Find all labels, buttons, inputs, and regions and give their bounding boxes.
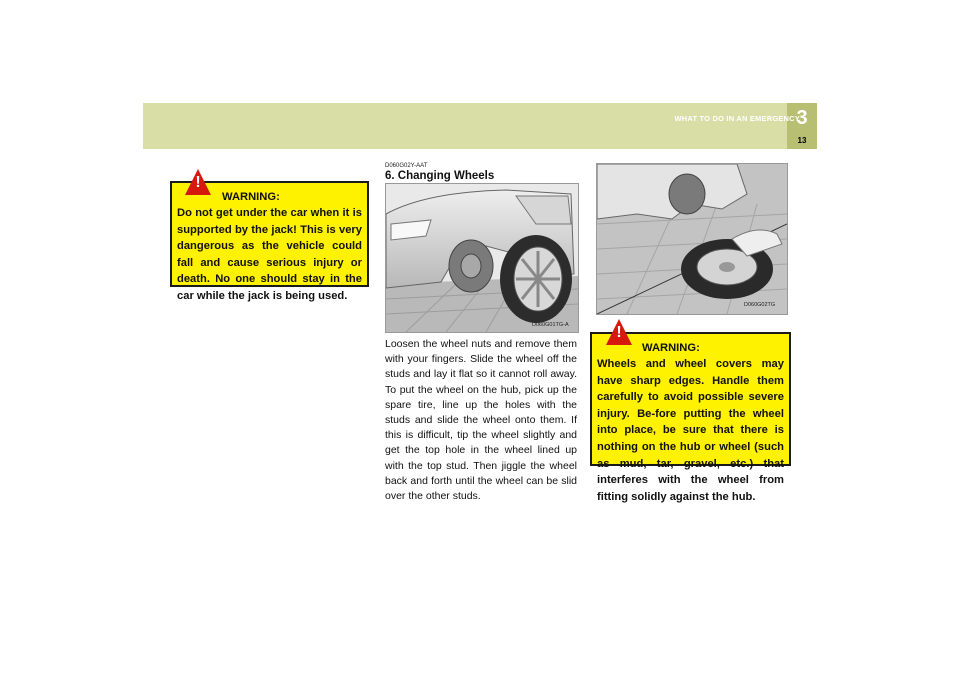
section-code: D060G02Y-AAT bbox=[385, 163, 428, 169]
warning-triangle-icon: ! bbox=[185, 169, 211, 195]
warning-title: WARNING: bbox=[222, 191, 280, 203]
figure-1-caption: D060G01TG-A bbox=[532, 322, 569, 328]
warning-box-wheel-edges bbox=[590, 332, 791, 503]
header-band bbox=[143, 103, 817, 149]
warning-text: Do not get under the car when it is supported by the jack! This is very dangerous as the vehicle could fall and cause serious injury or death. No one should stay in the car while the jack is being used. bbox=[177, 207, 362, 302]
page-number: 13 bbox=[797, 136, 807, 145]
body-paragraph: Loosen the wheel nuts and remove them with your fingers. Slide the wheel off the studs and lay it flat so it cannot roll away. To put the wheel on the hub, pick up the spare tire, line up the holes with the studs and slide the wheel onto them. If this is difficult, tip the wheel slightly and get the top hole in the wheel lined up with the top stud. Then jiggle the wheel back and forth until the wheel can be slid over the other studs. bbox=[385, 338, 577, 503]
section-title: 6. Changing Wheels bbox=[385, 170, 495, 182]
chapter-number: 3 bbox=[796, 107, 808, 129]
warning-title: WARNING: bbox=[642, 342, 700, 354]
warning-triangle-icon: ! bbox=[606, 319, 632, 345]
figure-2-caption: D060G02TG bbox=[744, 302, 776, 308]
chapter-title: WHAT TO DO IN AN EMERGENCY bbox=[674, 114, 800, 123]
spare-tire-hand-illustration bbox=[597, 164, 787, 314]
changing-wheel-illustration bbox=[385, 183, 579, 333]
spare-tire-illustration bbox=[596, 163, 788, 315]
car-wheel-removed-illustration bbox=[386, 184, 578, 332]
warning-box-jack bbox=[170, 181, 369, 302]
warning-text: Wheels and wheel covers may have sharp edges. Handle them carefully to avoid possible severe injury. Be-fore putting the wheel into place, be sure that there is nothing on the hub or wheel (such as mud, tar, gravel, etc.) that interferes with the wheel from fitting solidly against the hub. bbox=[597, 358, 784, 503]
